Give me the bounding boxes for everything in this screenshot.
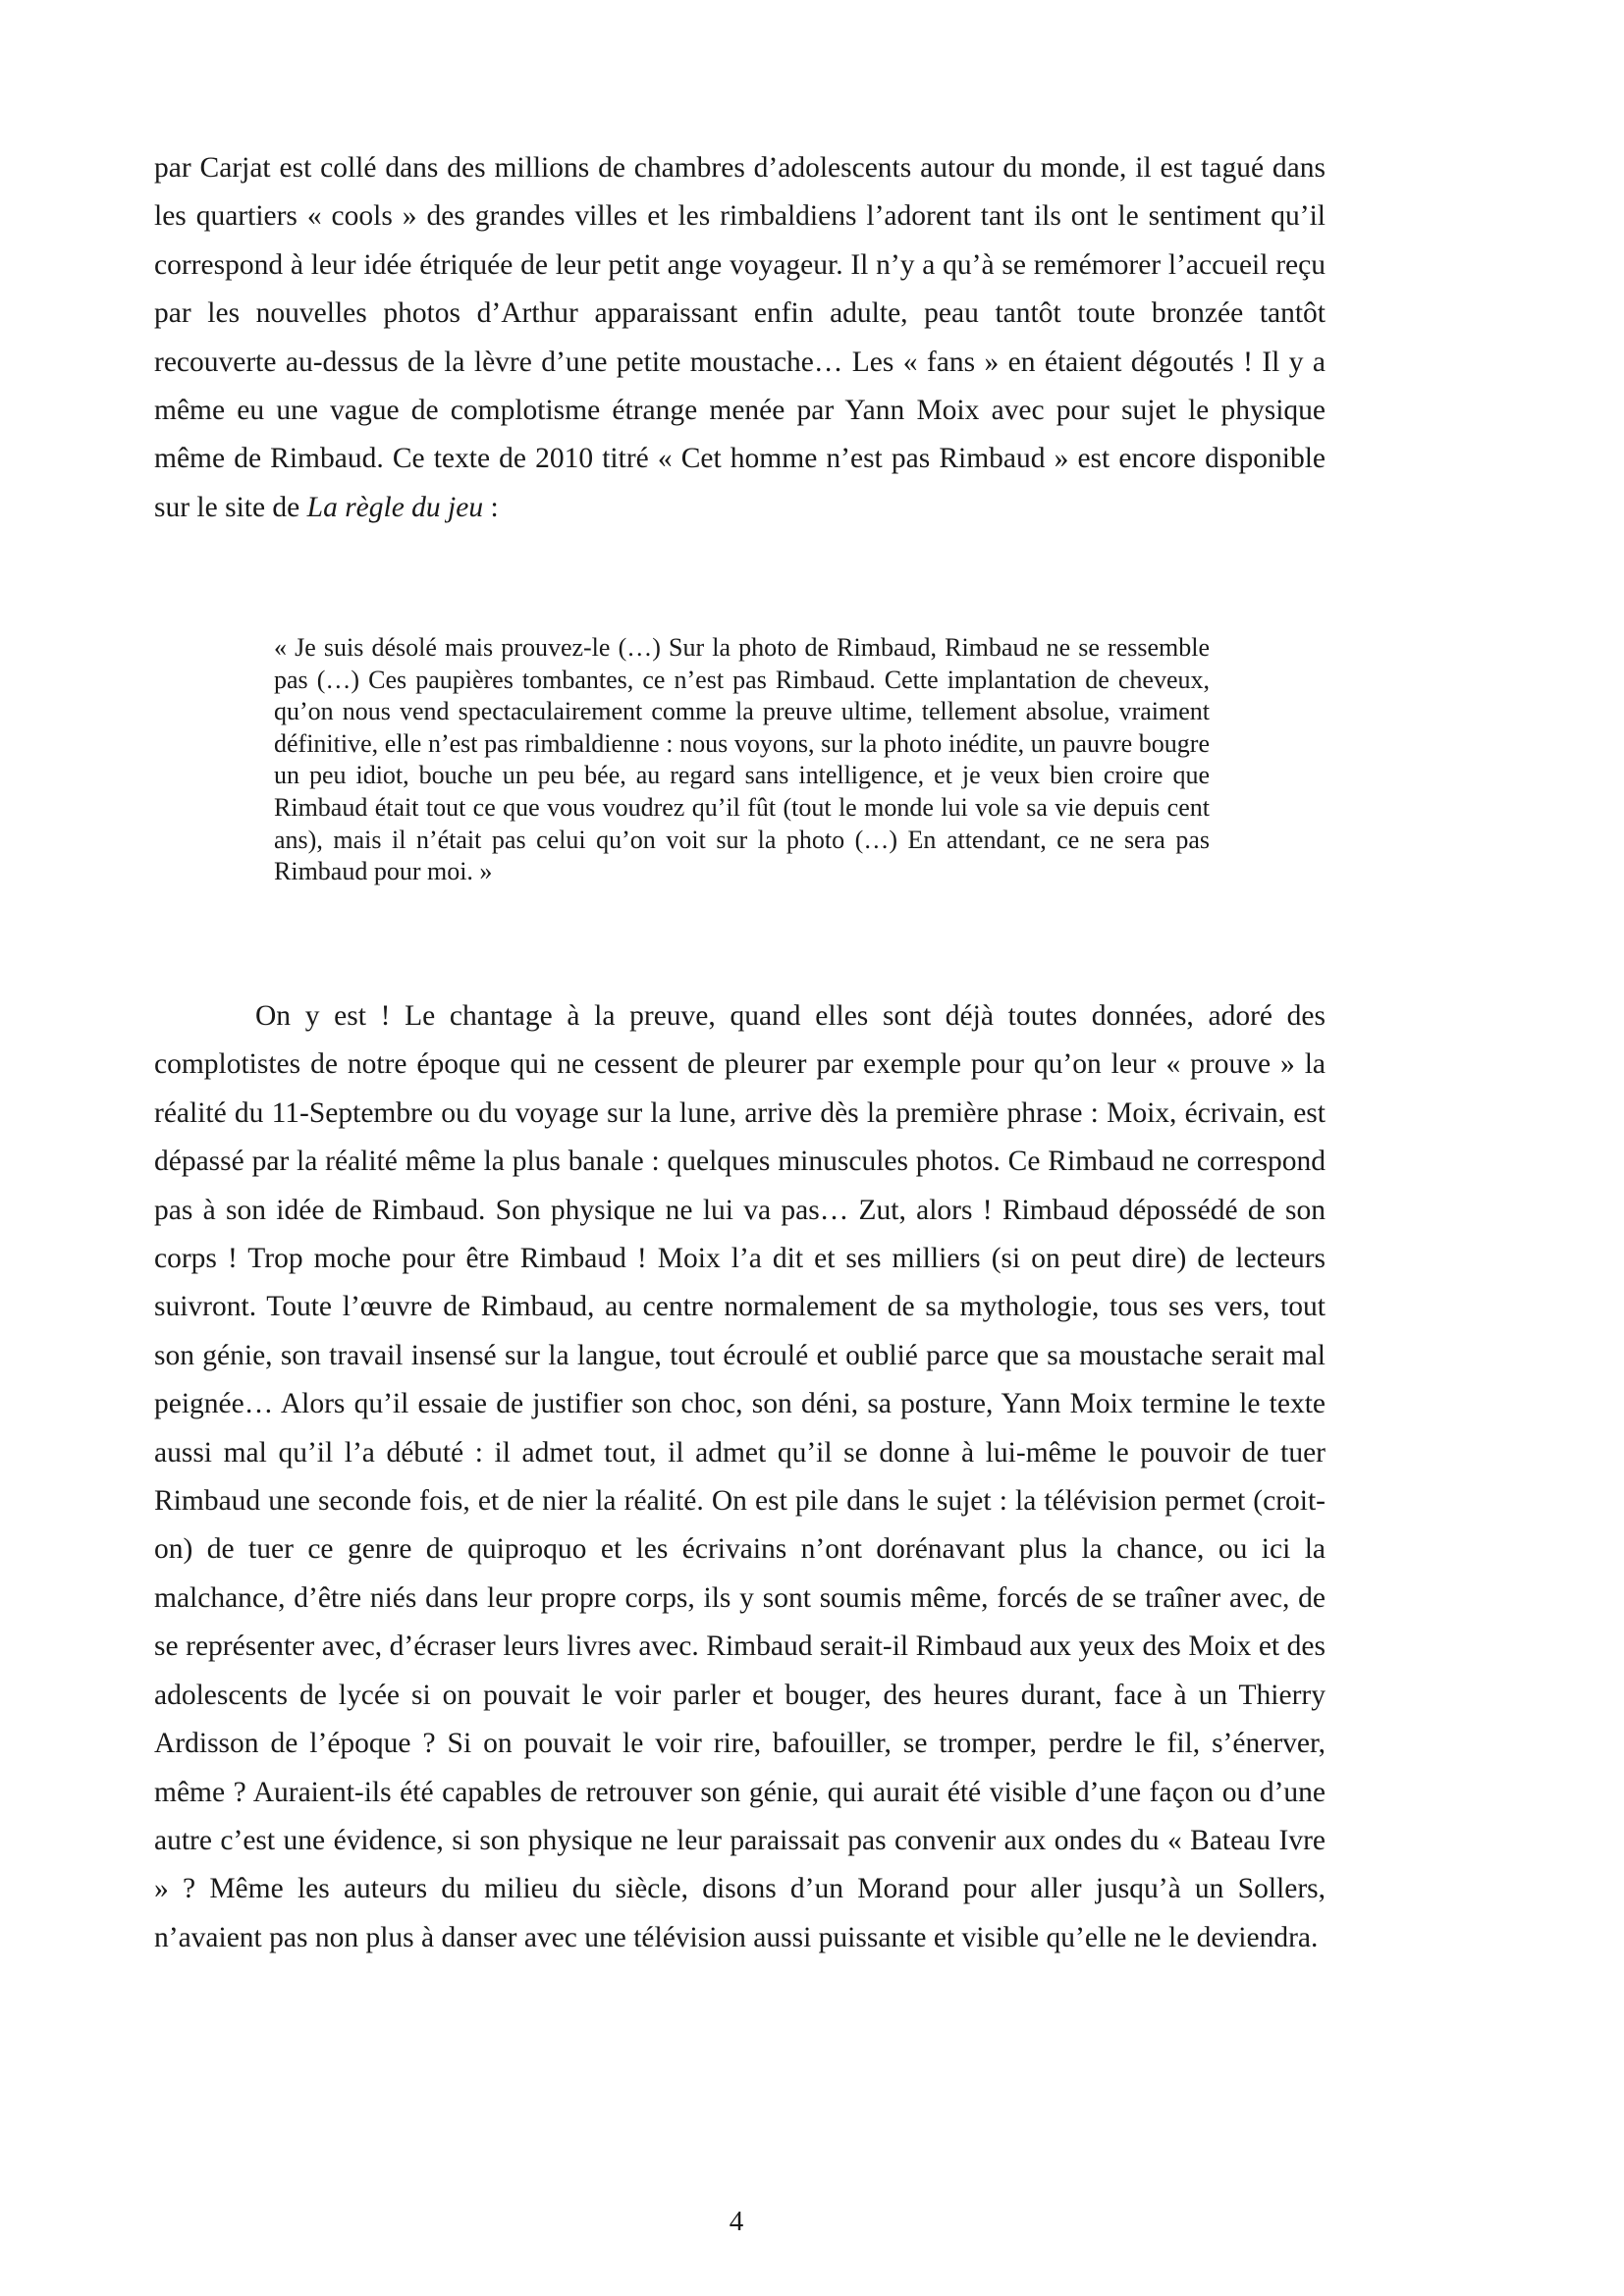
block-quote: « Je suis désolé mais prouvez-le (…) Sur la photo de Rimbaud, Rimbaud ne se ressemble pas (…) Ces paupières tombantes, ce n’est pas Rimbaud. Cette implantation de cheveux, qu’on nous vend spectaculairement comme la preuve ultime, tellement absolue, vraiment définitive, elle n’est pas rimbaldienne : nous voyons, sur la photo inédite, un pauvre bougre un peu idiot, bouche un peu bée, au regard sans intelligence, et je veux bien croire que Rimbaud était tout ce que vous voudrez qu’il fût (tout le monde lui vole sa vie depuis cent ans), mais il n’était pas celui qu’on voit sur la photo (…) En attendant, ce ne sera pas Rimbaud pour moi. » xyxy=(274,633,1210,886)
paragraph-text xyxy=(154,144,1326,532)
paragraph-main-text: par Carjat est collé dans des millions de chambres d’adolescents autour du monde, il est tagué dans les quartiers « cools » des grandes villes et les rimbaldiens l’adorent tant ils ont le sentiment qu’il correspond à leur idée étriquée de leur petit ange voyageur. Il n’y a qu’à se remémorer l’accueil reçu par les nouvelles photos d’Arthur apparaissant enfin adulte, peau tantôt toute bronzée tantôt recouverte au-dessus de la lèvre d’une petite moustache… Les « fans » en étaient dégoutés ! Il y a même eu une vague de complotisme étrange menée par Yann Moix avec pour sujet le physique même de Rimbaud. Ce texte de 2010 titré « Cet homme n’est pas Rimbaud » est encore disponible sur le site de xyxy=(154,152,1326,523)
italic-site-title: La règle du jeu xyxy=(306,491,484,523)
page-number: 4 xyxy=(729,2206,744,2237)
body-paragraph-continuation xyxy=(154,144,1326,532)
paragraph-text: On y est ! Le chantage à la preuve, quand elles sont déjà toutes données, adoré des complotistes de notre époque qui ne cessent de pleurer par exemple pour qu’on leur « prouve » la réalité du 11-Septembre ou du voyage sur la lune, arrive dès la première phrase : Moix, écrivain, est dépassé par la réalité même la plus banale : quelques minuscules photos. Ce Rimbaud ne correspond pas à son idée de Rimbaud. Son physique ne lui va pas… Zut, alors ! Rimbaud dépossédé de son corps ! Trop moche pour être Rimbaud ! Moix l’a dit et ses milliers (si on peut dire) de lecteurs suivront. Toute l’œuvre de Rimbaud, au centre normalement de sa mythologie, tous ses vers, tout son génie, son travail insensé sur la langue, tout écroulé et oublié parce que sa moustache serait mal peignée… Alors qu’il essaie de justifier son choc, son déni, sa posture, Yann Moix termine le texte aussi mal qu’il l’a débuté : il admet tout, il admet qu’il se donne à lui-même le pouvoir de tuer Rimbaud une seconde fois, et de nier la réalité. On est pile dans le sujet : la télévision permet (croit-on) de tuer ce genre de quiproquo et les écrivains n’ont dorénavant plus la chance, ou ici la malchance, d’être niés dans leur propre corps, ils y sont soumis même, forcés de se traîner avec, de se représenter avec, d’écraser leurs livres avec. Rimbaud serait-il Rimbaud aux yeux des Moix et des adolescents de lycée si on pouvait le voir parler et bouger, des heures durant, face à un Thierry Ardisson de l’époque ? Si on pouvait le voir rire, bafouiller, se tromper, perdre le fil, s’énerver, même ? Auraient-ils été capables de retrouver son génie, qui aurait été visible d’une façon ou d’une autre c’est une évidence, si son physique ne leur paraissait pas convenir aux ondes du « Bateau Ivre » ? Même les auteurs du milieu du siècle, disons d’un Morand pour aller jusqu’à un Sollers, n’avaient pas non plus à danser avec une télévision aussi puissante et visible qu’elle ne le deviendra. xyxy=(154,1000,1326,1953)
paragraph-ending: : xyxy=(483,491,499,523)
body-paragraph xyxy=(154,992,1326,1962)
